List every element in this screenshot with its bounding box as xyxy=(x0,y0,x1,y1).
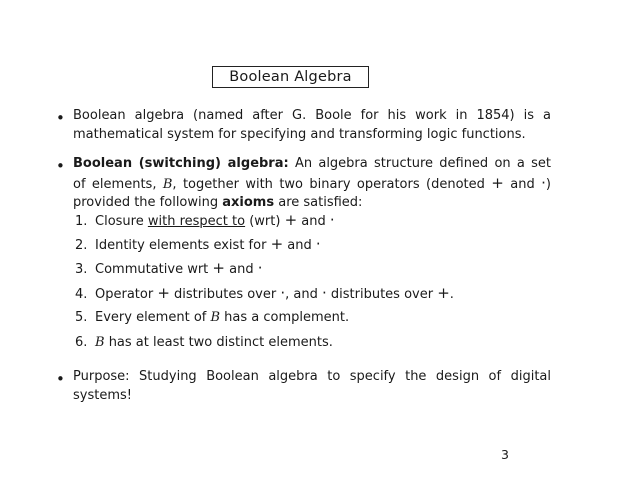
bullet-1-line-1: Boolean algebra (named after G. Boole for his work in 1854) is a xyxy=(73,108,551,123)
axiom-item-4: 4. Operator + distributes over ·, and · distributes over +. xyxy=(75,284,454,302)
bullet-1-line-2: mathematical system for specifying and transforming logic functions. xyxy=(73,126,526,142)
axioms-bold: axioms xyxy=(222,195,275,210)
axiom-item-1: 1. Closure with respect to (wrt) + and · xyxy=(75,211,335,229)
page-number: 3 xyxy=(501,447,509,462)
bullet-3-line-1: Purpose: Studying Boolean algebra to specify the design of digital xyxy=(73,369,551,384)
bullet-2-text xyxy=(73,155,551,213)
slide-title: Boolean Algebra xyxy=(212,66,369,88)
bullet-3-text xyxy=(73,368,551,405)
axiom-item-3: 3. Commutative wrt + and · xyxy=(75,259,263,277)
underlined-wrt: with respect to xyxy=(147,214,246,229)
dot-operator: · xyxy=(541,173,546,192)
bullet-2-marker: • xyxy=(56,157,65,175)
bullet-3-line-2: systems! xyxy=(73,387,132,403)
bullet-2-line-1: Boolean (switching) algebra: An algebra structure defined on a set xyxy=(73,156,551,171)
bullet-2-line-2: of elements, B, together with two binary operators (denoted + and ·) xyxy=(73,173,551,192)
set-B: B xyxy=(162,176,173,192)
bullet-1-text xyxy=(73,107,551,144)
axiom-item-6: 6. B has at least two distinct elements. xyxy=(75,335,333,350)
bullet-2-line-3: provided the following axioms are satisfied: xyxy=(73,195,363,210)
bullet-3-marker: • xyxy=(56,370,65,388)
plus-operator: + xyxy=(491,173,504,192)
axiom-item-2: 2. Identity elements exist for + and · xyxy=(75,235,321,253)
bold-lead: Boolean (switching) algebra: xyxy=(73,156,289,171)
axiom-item-5: 5. Every element of B has a complement. xyxy=(75,310,350,325)
bullet-1-marker: • xyxy=(56,109,65,127)
